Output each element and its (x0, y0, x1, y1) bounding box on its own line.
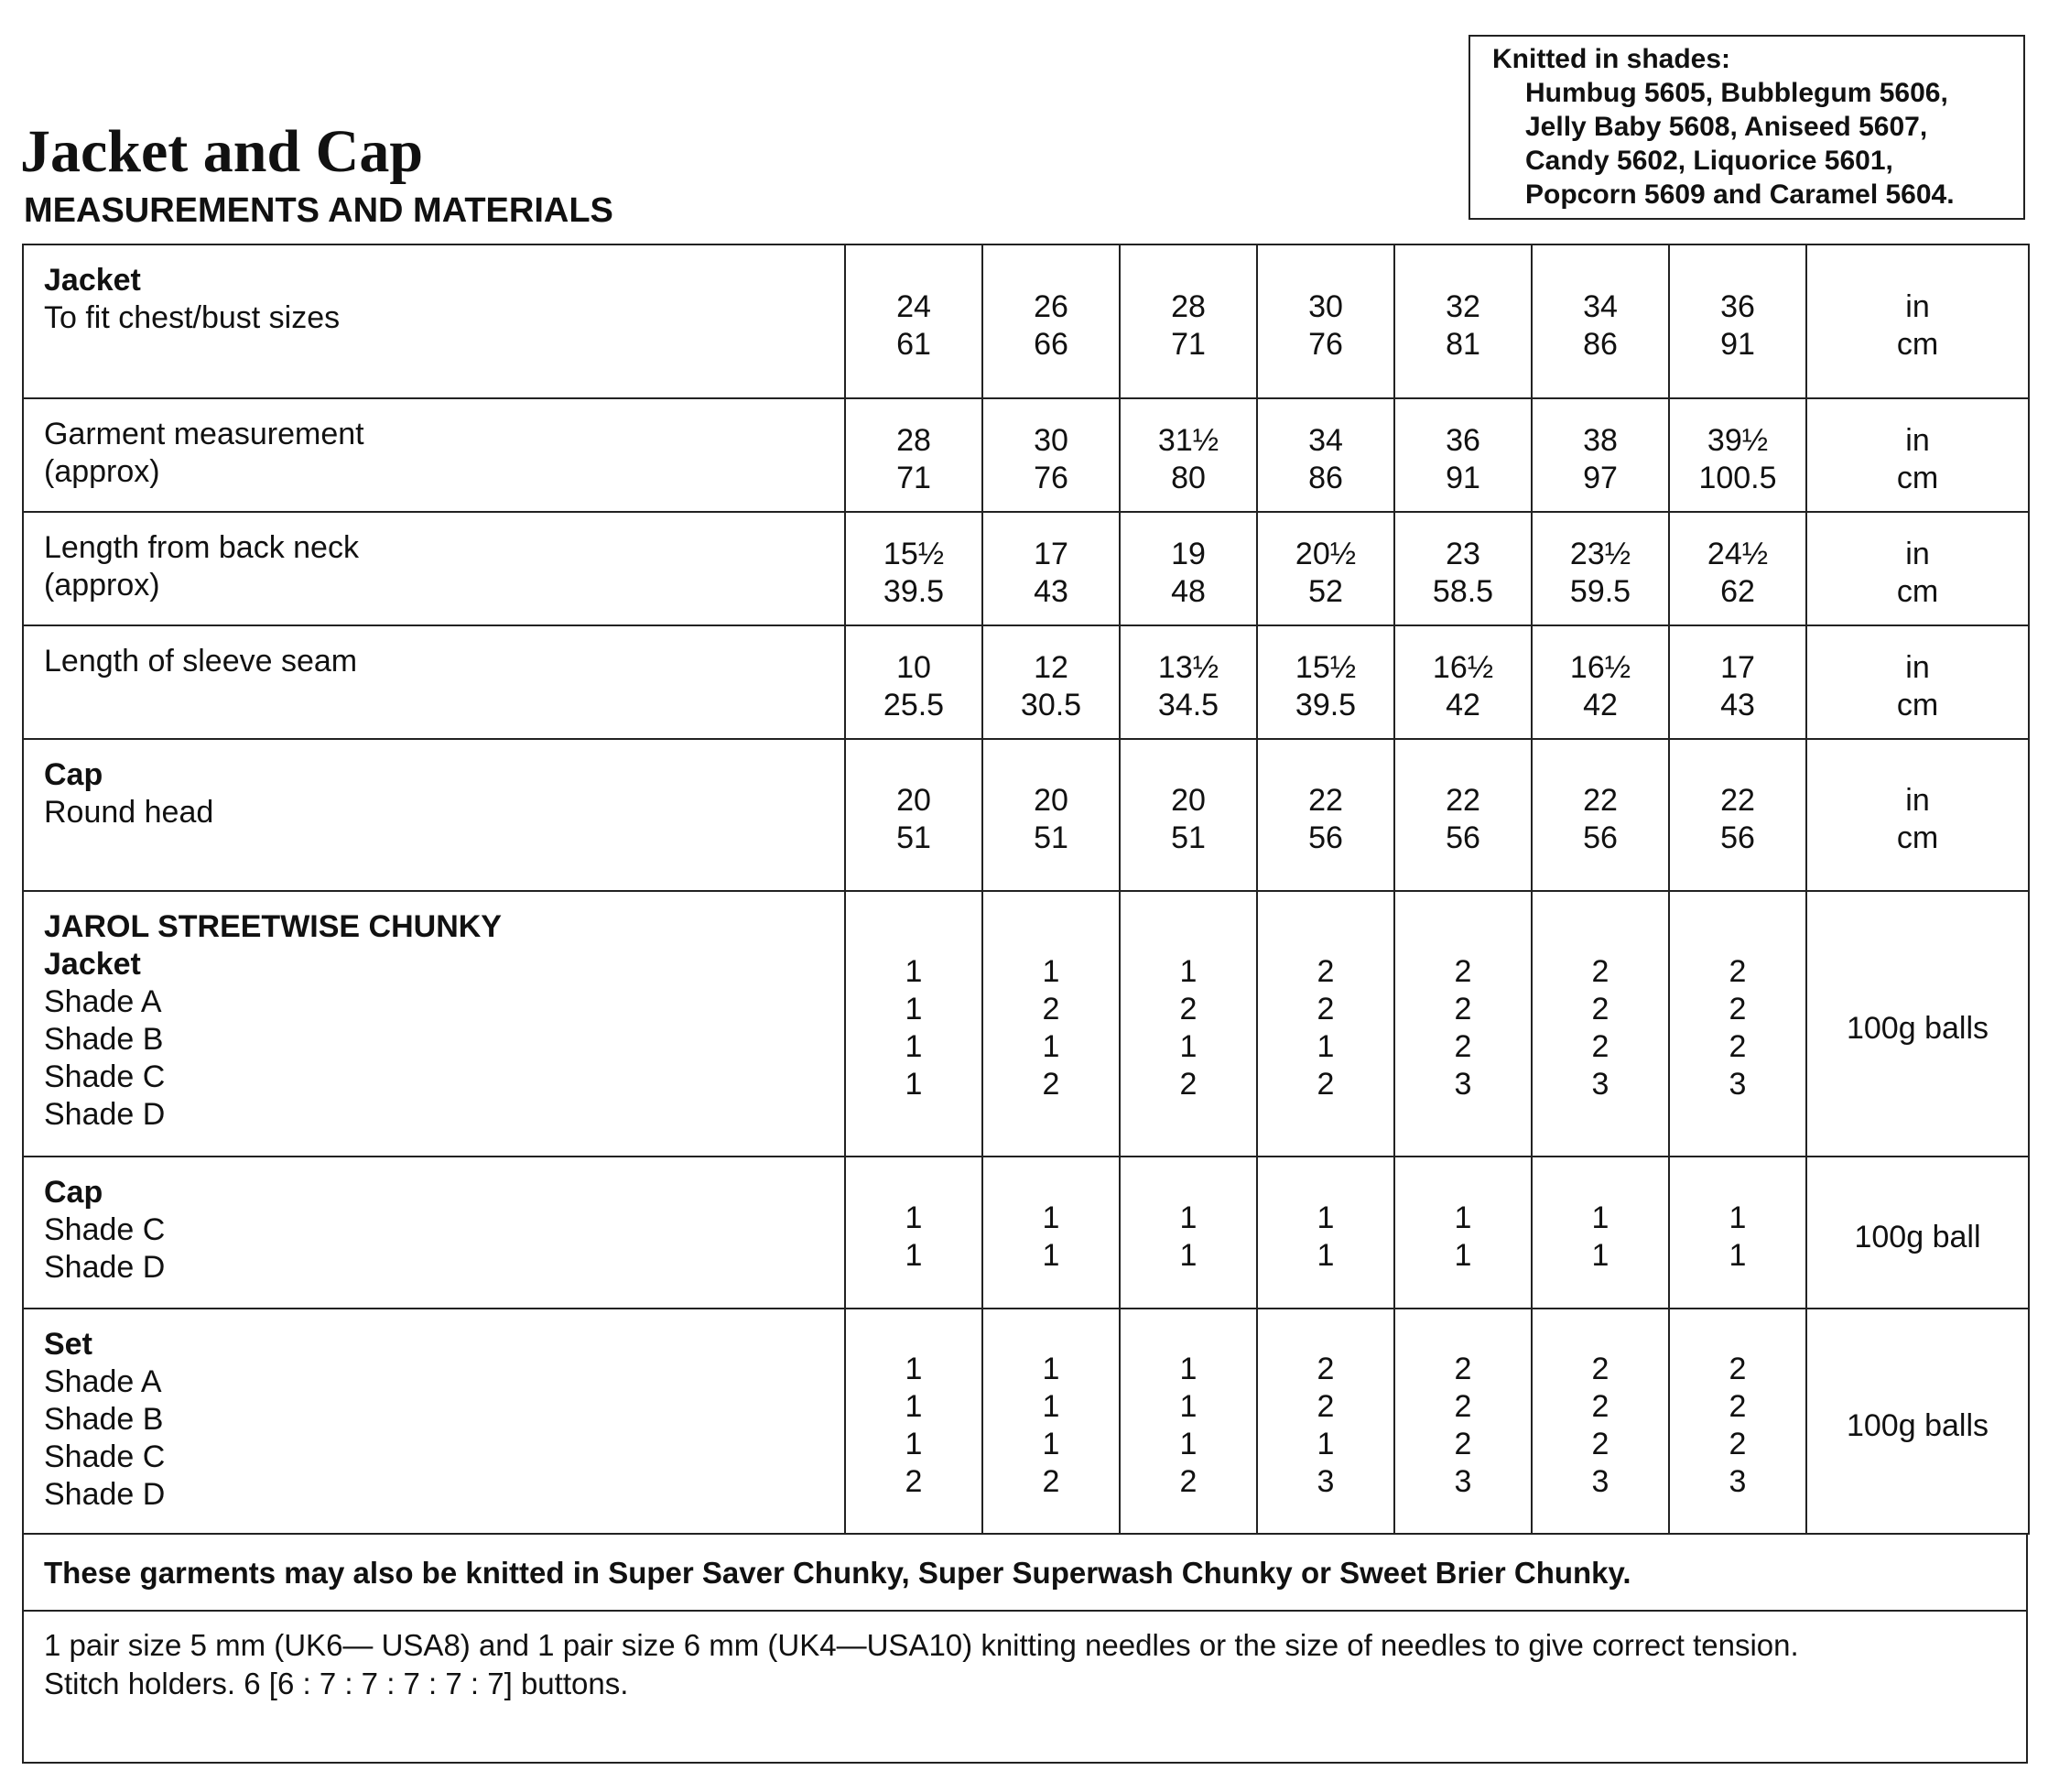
row-label (23, 1309, 845, 1534)
size-value: 17 (1720, 650, 1755, 685)
unit-label: in (1905, 289, 1930, 324)
size-value: 1 (905, 992, 923, 1026)
size-value: 22 (1446, 783, 1480, 818)
size-value: 2 (1591, 992, 1609, 1026)
size-value: 2 (1317, 1352, 1335, 1386)
unit-label: 100g balls (1846, 1407, 1989, 1443)
size-value: 36 (1720, 289, 1755, 324)
size-value-cell (1532, 1309, 1669, 1534)
size-value: 1 (1591, 1238, 1609, 1273)
unit-cell (1806, 739, 2029, 891)
size-value-cell (1257, 739, 1394, 891)
needles-note (24, 1612, 2026, 1703)
size-value: 43 (1720, 688, 1755, 722)
size-value: 1 (1317, 1238, 1335, 1273)
size-value-cell (845, 1309, 982, 1534)
size-value: 25.5 (883, 688, 945, 722)
size-value: 1 (1179, 1029, 1198, 1064)
shades-line: Jelly Baby 5608, Aniseed 5607, (1525, 112, 1928, 142)
size-value-cell (982, 244, 1120, 398)
size-value-cell (982, 512, 1120, 625)
size-value-cell (1257, 1309, 1394, 1534)
size-value: 32 (1446, 289, 1480, 324)
size-value: 30.5 (1020, 688, 1082, 722)
size-value: 2 (1454, 1029, 1472, 1064)
size-value-cell (1394, 739, 1532, 891)
size-value: 1 (905, 1029, 923, 1064)
size-value: 2 (1317, 992, 1335, 1026)
row-label-line: To fit chest/bust sizes (44, 300, 341, 335)
size-value: 2 (1042, 992, 1060, 1026)
size-value: 71 (1171, 327, 1206, 362)
size-value-cell (982, 891, 1120, 1157)
size-value-cell (1669, 1309, 1806, 1534)
size-value: 1 (1042, 1352, 1060, 1386)
size-value: 16½ (1569, 650, 1631, 685)
size-value: 19 (1171, 537, 1206, 571)
row-label-line: Shade B (44, 1402, 164, 1437)
size-value: 2 (1729, 1389, 1747, 1424)
size-value: 3 (1729, 1067, 1747, 1102)
row-label-line: (approx) (44, 454, 160, 489)
row-label-line: (approx) (44, 568, 160, 603)
unit-cell (1806, 512, 2029, 625)
size-value-cell (1120, 512, 1257, 625)
size-value: 2 (1729, 1352, 1747, 1386)
size-value: 28 (896, 423, 931, 458)
size-value-cell (1669, 739, 1806, 891)
size-value-cell (1257, 398, 1394, 512)
size-value: 34 (1583, 289, 1618, 324)
size-value: 91 (1446, 461, 1480, 495)
size-value: 3 (1454, 1067, 1472, 1102)
notes-section (22, 1535, 2028, 1764)
size-value: 2 (1042, 1464, 1060, 1499)
row-heading: Set (44, 1327, 92, 1362)
size-value-cell (1394, 625, 1532, 739)
size-value: 1 (905, 1238, 923, 1273)
unit-label: in (1905, 423, 1930, 458)
size-value: 1 (1179, 954, 1198, 989)
unit-cell (1806, 1309, 2029, 1534)
row-label (23, 625, 845, 739)
size-value: 3 (1317, 1464, 1335, 1499)
size-value: 2 (1729, 954, 1747, 989)
size-value: 81 (1446, 327, 1480, 362)
size-value: 86 (1308, 461, 1343, 495)
size-value-cell (1120, 1309, 1257, 1534)
size-value: 20 (896, 783, 931, 818)
size-value: 1 (1042, 954, 1060, 989)
measurements-table (22, 244, 2030, 1535)
row-label (23, 244, 845, 398)
size-value: 10 (896, 650, 931, 685)
shades-box (1469, 35, 2025, 220)
size-value: 20 (1034, 783, 1068, 818)
size-value: 1 (1591, 1200, 1609, 1235)
size-value: 2 (1454, 1427, 1472, 1461)
row-label (23, 891, 845, 1157)
size-value: 20 (1171, 783, 1206, 818)
size-value: 23½ (1569, 537, 1631, 571)
size-value: 52 (1308, 574, 1343, 609)
needles-line: 1 pair size 5 mm (UK6— USA8) and 1 pair size 6 mm (UK4—USA10) knitting needles or the size of needles to give correct tension. (44, 1628, 1799, 1662)
size-value: 51 (896, 820, 931, 855)
unit-label: in (1905, 650, 1930, 685)
size-value: 66 (1034, 327, 1068, 362)
size-value: 34 (1308, 423, 1343, 458)
size-value-cell (1394, 244, 1532, 398)
size-value: 1 (1179, 1238, 1198, 1273)
size-value: 42 (1446, 688, 1480, 722)
unit-label: 100g balls (1846, 1010, 1989, 1046)
page-title: Jacket and Cap (20, 118, 424, 185)
unit-label: in (1905, 537, 1930, 571)
size-value: 2 (1729, 992, 1747, 1026)
table-row (23, 891, 2029, 1157)
row-heading: Jacket (44, 263, 141, 298)
size-value: 26 (1034, 289, 1068, 324)
row-label-line: Shade A (44, 1364, 162, 1399)
size-value: 23 (1446, 537, 1480, 571)
size-value: 1 (905, 1352, 923, 1386)
unit-label: cm (1896, 461, 1939, 495)
size-value: 80 (1171, 461, 1206, 495)
size-value-cell (1532, 244, 1669, 398)
size-value: 1 (1317, 1029, 1335, 1064)
size-value: 42 (1583, 688, 1618, 722)
size-value-cell (845, 244, 982, 398)
row-label-line: Shade C (44, 1439, 166, 1474)
size-value: 24 (896, 289, 931, 324)
size-value: 1 (1729, 1238, 1747, 1273)
size-value: 22 (1308, 783, 1343, 818)
row-label-line: Shade B (44, 1022, 164, 1057)
row-label-line: Round head (44, 795, 214, 830)
size-value: 43 (1034, 574, 1068, 609)
size-value-cell (1532, 739, 1669, 891)
size-value-cell (1394, 1309, 1532, 1534)
size-value: 2 (1179, 992, 1198, 1026)
size-value: 3 (1591, 1464, 1609, 1499)
size-value: 97 (1583, 461, 1618, 495)
size-value: 1 (1317, 1427, 1335, 1461)
size-value-cell (1669, 891, 1806, 1157)
size-value-cell (1257, 512, 1394, 625)
needles-line: Stitch holders. 6 [6 : 7 : 7 : 7 : 7 : 7] buttons. (44, 1667, 629, 1700)
size-value: 1 (905, 1427, 923, 1461)
size-value: 22 (1720, 783, 1755, 818)
size-value: 3 (1591, 1067, 1609, 1102)
size-value-cell (845, 891, 982, 1157)
size-value: 51 (1034, 820, 1068, 855)
size-value-cell (1532, 512, 1669, 625)
size-value-cell (1257, 625, 1394, 739)
size-value: 17 (1034, 537, 1068, 571)
row-label-line: Garment measurement (44, 417, 364, 451)
shades-line: Candy 5602, Liquorice 5601, (1525, 146, 1893, 176)
size-value-cell (1669, 625, 1806, 739)
unit-label: cm (1896, 688, 1939, 722)
size-value: 1 (1042, 1238, 1060, 1273)
size-value-cell (982, 1309, 1120, 1534)
unit-label: in (1905, 783, 1930, 818)
size-value-cell (1669, 398, 1806, 512)
table-row (23, 244, 2029, 398)
alternative-yarns-note: These garments may also be knitted in Super Saver Chunky, Super Superwash Chunky or Sweet Brier Chunky. (24, 1535, 2026, 1612)
size-value-cell (1532, 1157, 1669, 1309)
size-value-cell (1257, 891, 1394, 1157)
size-value: 59.5 (1569, 574, 1631, 609)
size-value: 34.5 (1157, 688, 1219, 722)
size-value: 1 (1042, 1200, 1060, 1235)
size-value-cell (1394, 512, 1532, 625)
size-value-cell (1120, 244, 1257, 398)
size-value: 2 (1729, 1029, 1747, 1064)
size-value-cell (845, 739, 982, 891)
size-value-cell (982, 1157, 1120, 1309)
size-value: 1 (905, 1200, 923, 1235)
row-label (23, 739, 845, 891)
size-value-cell (845, 512, 982, 625)
size-value: 1 (1729, 1200, 1747, 1235)
size-value-cell (1532, 625, 1669, 739)
size-value: 2 (1729, 1427, 1747, 1461)
size-value-cell (1120, 625, 1257, 739)
size-value: 1 (1042, 1029, 1060, 1064)
size-value: 62 (1720, 574, 1755, 609)
size-value: 2 (1042, 1067, 1060, 1102)
size-value: 1 (905, 1067, 923, 1102)
row-heading: Cap (44, 757, 103, 792)
size-value: 3 (1729, 1464, 1747, 1499)
size-value: 15½ (883, 537, 945, 571)
size-value-cell (845, 398, 982, 512)
size-value: 71 (896, 461, 931, 495)
unit-cell (1806, 1157, 2029, 1309)
size-value-cell (1120, 1157, 1257, 1309)
size-value: 1 (1042, 1427, 1060, 1461)
size-value: 51 (1171, 820, 1206, 855)
size-value-cell (1120, 739, 1257, 891)
size-value-cell (1394, 1157, 1532, 1309)
row-label-line: Shade D (44, 1250, 166, 1285)
table-row (23, 625, 2029, 739)
row-label (23, 398, 845, 512)
size-value: 2 (1591, 1427, 1609, 1461)
size-value: 76 (1308, 327, 1343, 362)
unit-label: cm (1896, 327, 1939, 362)
shades-list (1492, 76, 2023, 212)
size-value-cell (1394, 891, 1532, 1157)
size-value-cell (982, 739, 1120, 891)
size-value: 2 (1179, 1464, 1198, 1499)
size-value-cell (1532, 891, 1669, 1157)
table-row (23, 1157, 2029, 1309)
row-label (23, 1157, 845, 1309)
size-value: 28 (1171, 289, 1206, 324)
unit-label: cm (1896, 574, 1939, 609)
size-value: 1 (1042, 1389, 1060, 1424)
size-value: 1 (1179, 1389, 1198, 1424)
size-value: 1 (905, 954, 923, 989)
size-value: 58.5 (1432, 574, 1494, 609)
size-value: 2 (1591, 954, 1609, 989)
row-label-line: Length from back neck (44, 530, 359, 565)
size-value-cell (1669, 512, 1806, 625)
size-value-cell (845, 625, 982, 739)
size-value: 1 (905, 1389, 923, 1424)
size-value: 13½ (1157, 650, 1219, 685)
size-value: 1 (1454, 1200, 1472, 1235)
size-value: 31½ (1157, 423, 1219, 458)
size-value: 2 (1317, 1389, 1335, 1424)
size-value: 2 (1454, 992, 1472, 1026)
size-value: 20½ (1295, 537, 1357, 571)
size-value: 86 (1583, 327, 1618, 362)
size-value: 39.5 (883, 574, 945, 609)
size-value-cell (1257, 244, 1394, 398)
size-value: 2 (1454, 954, 1472, 989)
size-value: 1 (1454, 1238, 1472, 1273)
size-value: 56 (1446, 820, 1480, 855)
size-value-cell (1669, 244, 1806, 398)
row-heading: Jacket (44, 947, 141, 982)
size-value: 1 (1179, 1427, 1198, 1461)
size-value: 2 (1454, 1389, 1472, 1424)
size-value-cell (982, 398, 1120, 512)
table-row (23, 739, 2029, 891)
shades-heading: Knitted in shades: (1492, 44, 1731, 74)
unit-cell (1806, 891, 2029, 1157)
size-value: 48 (1171, 574, 1206, 609)
row-heading: JAROL STREETWISE CHUNKY (44, 909, 502, 944)
size-value: 39½ (1707, 423, 1769, 458)
size-value-cell (1532, 398, 1669, 512)
size-value: 2 (1317, 954, 1335, 989)
size-value: 30 (1034, 423, 1068, 458)
row-label-line: Shade A (44, 984, 162, 1019)
shades-line: Humbug 5605, Bubblegum 5606, (1525, 78, 1948, 108)
row-label-line: Length of sleeve seam (44, 644, 358, 679)
size-value-cell (1120, 891, 1257, 1157)
size-value-cell (1257, 1157, 1394, 1309)
size-value: 56 (1720, 820, 1755, 855)
table-row (23, 1309, 2029, 1534)
size-value: 2 (1317, 1067, 1335, 1102)
size-value: 2 (905, 1464, 923, 1499)
size-value: 76 (1034, 461, 1068, 495)
size-value: 2 (1591, 1389, 1609, 1424)
row-heading: Cap (44, 1175, 103, 1210)
size-value: 38 (1583, 423, 1618, 458)
unit-label: cm (1896, 820, 1939, 855)
page-subtitle: MEASUREMENTS AND MATERIALS (24, 191, 613, 230)
size-value: 2 (1454, 1352, 1472, 1386)
size-value: 1 (1317, 1200, 1335, 1235)
size-value: 56 (1583, 820, 1618, 855)
unit-label: 100g ball (1854, 1219, 1981, 1254)
size-value: 1 (1179, 1200, 1198, 1235)
unit-cell (1806, 625, 2029, 739)
size-value: 61 (896, 327, 931, 362)
size-value: 3 (1454, 1464, 1472, 1499)
size-value-cell (1120, 398, 1257, 512)
size-value: 22 (1583, 783, 1618, 818)
shades-line: Popcorn 5609 and Caramel 5604. (1525, 179, 1955, 210)
size-value-cell (1394, 398, 1532, 512)
row-label (23, 512, 845, 625)
size-value: 91 (1720, 327, 1755, 362)
size-value: 2 (1591, 1352, 1609, 1386)
size-value: 56 (1308, 820, 1343, 855)
size-value: 30 (1308, 289, 1343, 324)
unit-cell (1806, 398, 2029, 512)
row-label-line: Shade C (44, 1059, 166, 1094)
row-label-line: Shade C (44, 1212, 166, 1247)
size-value: 15½ (1295, 650, 1357, 685)
size-value: 16½ (1432, 650, 1494, 685)
size-value: 1 (1179, 1352, 1198, 1386)
row-label-line: Shade D (44, 1097, 166, 1132)
table-row (23, 398, 2029, 512)
unit-cell (1806, 244, 2029, 398)
size-value: 2 (1591, 1029, 1609, 1064)
size-value: 24½ (1707, 537, 1769, 571)
size-value: 12 (1034, 650, 1068, 685)
size-value: 36 (1446, 423, 1480, 458)
size-value: 100.5 (1698, 461, 1777, 495)
size-value-cell (982, 625, 1120, 739)
size-value-cell (845, 1157, 982, 1309)
size-value: 39.5 (1295, 688, 1357, 722)
size-value-cell (1669, 1157, 1806, 1309)
size-value: 2 (1179, 1067, 1198, 1102)
table-row (23, 512, 2029, 625)
row-label-line: Shade D (44, 1477, 166, 1512)
